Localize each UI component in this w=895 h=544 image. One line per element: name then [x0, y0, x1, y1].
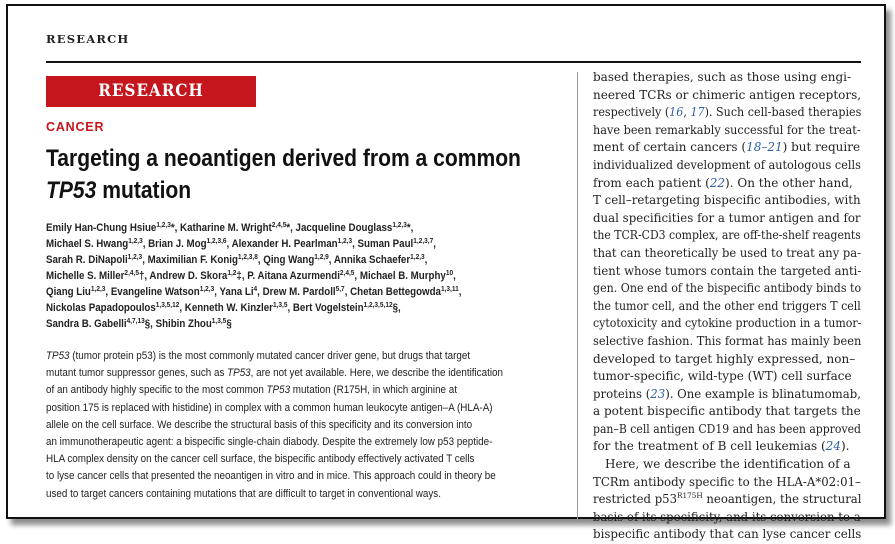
section-label: RESEARCH: [46, 32, 130, 46]
author-line: Emily Han-Chung Hsiue$^{1,2,3}$*, Katharine M. Wright$^{2,4,5}$*, Jacqueline Douglass$^{1,2,3}$*,: [46, 220, 414, 234]
affiliation-superscript: 1,3,5,12: [155, 300, 180, 309]
author-mark: §: [144, 318, 151, 330]
body-text: ). On the other hand,: [725, 175, 853, 190]
author-name: Michael B. Murphy: [359, 270, 446, 282]
author-name: Michelle S. Miller: [46, 270, 125, 282]
affiliation-superscript: 2,4,5: [339, 268, 355, 277]
author-line: Nickolas Papadopoulos$^{1,3,5,12}$, Kenneth W. Kinzler$^{1,3,5}$, Bert Vogelstein$^{1,2,3,5,12}$§,: [46, 300, 401, 314]
title-gene: TP53: [46, 177, 97, 204]
author-name: Jacqueline Douglass: [295, 222, 393, 234]
author-name: Andrew D. Skora: [149, 270, 228, 282]
affiliation-superscript: 1,2,3,7: [413, 236, 434, 245]
affiliation-superscript: 4: [253, 284, 258, 293]
body-line: a potent bispecific antibody that targets the: [593, 404, 861, 419]
affiliation-superscript: 10: [445, 268, 454, 277]
affiliation-superscript: 1,2,3: [410, 252, 425, 261]
author-name: Kenneth W. Kinzler: [184, 302, 273, 314]
abstract-line: [46, 382, 574, 399]
body-text: ). One example is blinatumomab,: [665, 386, 861, 401]
reference-link[interactable]: 16: [669, 105, 684, 120]
body-line: neered TCRs or chimeric antigen receptors,: [593, 87, 862, 102]
author-name: Qing Wang: [263, 254, 315, 266]
body-text: ).: [840, 439, 850, 454]
title-line-1: Targeting a neoantigen derived from a common: [46, 145, 521, 172]
author-name: Chetan Bettegowda: [350, 286, 441, 298]
author-mark: §: [392, 302, 399, 314]
body-line: [593, 386, 861, 404]
body-text: respectively (: [593, 105, 670, 120]
author-mark: *: [406, 222, 411, 234]
body-text: neoantigen, the structural: [702, 492, 862, 507]
body-text: ,: [683, 105, 691, 120]
abstract-line: position 175 is replaced with histidine) in complex with a common human leukocyte antigen–A (HLA-A): [46, 401, 493, 414]
affiliation-superscript: 1,3,11: [440, 284, 459, 293]
mutation-superscript: R175H: [676, 491, 703, 501]
body-line: selective fashion. This format has mainly been: [593, 333, 862, 348]
body-line: the TCR-CD3 complex, are off-the-shelf reagents: [593, 228, 861, 243]
author-name: Nickolas Papadopoulos: [46, 302, 156, 314]
author-line: Michelle S. Miller$^{2,4,5}$†, Andrew D. Skora$^{1,2}$‡, P. Aitana Azurmendi$^{2,4,5}$, Michael B. Murphy$^{10}$,: [46, 268, 456, 282]
author-mark: §: [226, 318, 232, 330]
abstract-text: , are not yet available. Here, we describe the identification: [250, 367, 503, 380]
author-name: Suman Paul: [357, 238, 414, 250]
top-rule: [46, 61, 861, 63]
author-name: Evangeline Watson: [110, 286, 200, 298]
author-line: Qiang Liu$^{1,2,3}$, Evangeline Watson$^{1,2,3}$, Yana Li$^4$, Drew M. Pardoll$^{5,7}$, Chetan Bettegowda$^{1,3,11}$,: [46, 284, 462, 298]
author-line: Sandra B. Gabelli$^{4,7,13}$§, Shibin Zhou$^{1,3,5}$§: [46, 316, 232, 330]
author-name: Alexander H. Pearlman: [231, 238, 338, 250]
author-mark: *: [286, 222, 291, 234]
body-column: [593, 69, 861, 544]
author-name: P. Aitana Azurmendi: [247, 270, 340, 282]
body-line: T cell–retargeting bispecific antibodies, with: [593, 193, 861, 208]
category-label: CANCER: [46, 120, 105, 134]
author-list: [46, 220, 533, 332]
abstract-line: [46, 348, 574, 365]
author-line: Michael S. Hwang$^{1,2,3}$, Brian J. Mog$^{1,2,3,6}$, Alexander H. Pearlman$^{1,2,3}$, Suman Paul$^{1,2,3,7}$,: [46, 236, 436, 250]
affiliation-superscript: 1,2,3: [199, 284, 215, 293]
body-text: restricted p53: [593, 492, 677, 507]
body-line: developed to target highly expressed, non–: [593, 351, 856, 366]
affiliation-superscript: 2,4,5: [124, 268, 139, 277]
author-line: Sarah R. DiNapoli$^{1,2,3}$, Maximilian F. Konig$^{1,2,3,8}$, Qing Wang$^{1,2,9}$, Annika Schaefer$^{1,2,3}$,: [46, 252, 428, 266]
abstract-text: (tumor protein p53) is the most commonly mutated cancer driver gene, but drugs that target: [69, 350, 471, 362]
author-mark: *: [170, 222, 175, 234]
abstract-line: HLA complex density on the cancer cell surface, the bispecific antibody effectively activated T cells: [46, 453, 475, 466]
body-line: the tumor cell, and the other end triggers T cell: [593, 298, 861, 313]
affiliation-superscript: 1,2: [227, 268, 237, 277]
body-line: [593, 139, 861, 157]
abstract-text: mutation (R175H, in which arginine at: [290, 384, 457, 397]
author-name: Sandra B. Gabelli: [46, 318, 127, 330]
affiliation-superscript: 1,2,3: [127, 252, 143, 261]
body-text: ). Such cell-based therapies: [704, 105, 862, 120]
body-line: Here, we describe the identification of a: [605, 457, 851, 472]
body-text: for the treatment of B cell leukemias (: [593, 439, 826, 454]
affiliation-superscript: 1,2,3: [392, 220, 407, 229]
body-line: [593, 175, 861, 193]
body-line: pan–B cell antigen CD19 and has been approved: [593, 421, 861, 436]
body-line: tient whose tumors contain the targeted anti-: [593, 263, 862, 278]
author-name: Annika Schaefer: [333, 254, 411, 266]
abstract-line: allele on the cell surface. We describe the structural basis of this specificity and its conversion into: [46, 418, 473, 431]
affiliation-superscript: 4,7,13: [126, 316, 145, 325]
body-line: tumor-specific, wild-type (WT) cell surface: [593, 369, 852, 384]
body-line: basis of its specificity, and its conversion to a: [593, 509, 861, 524]
body-line: cytotoxicity and cytokine production in a tumor-: [593, 316, 862, 331]
affiliation-superscript: 5,7: [335, 284, 345, 293]
author-name: Sarah R. DiNapoli: [46, 254, 128, 266]
author-name: Katharine M. Wright: [180, 222, 272, 234]
reference-link[interactable]: 23: [650, 386, 666, 401]
body-line: have been remarkably successful for the treat-: [593, 122, 861, 137]
body-text: from each patient (: [593, 175, 710, 190]
title-line-2: [46, 175, 498, 207]
author-name: Shibin Zhou: [155, 318, 212, 330]
body-line: dual specificities for a tumor antigen and for: [593, 210, 861, 225]
abstract-line: to lyse cancer cells that presented the neoantigen in vitro and in mice. This approach could in theory be: [46, 470, 496, 483]
affiliation-superscript: 1,2,3,5,12: [363, 300, 393, 309]
author-name: Emily Han-Chung Hsiue: [46, 222, 157, 234]
affiliation-superscript: 1,3,5: [211, 316, 227, 325]
author-mark: †: [138, 270, 145, 282]
affiliation-superscript: 1,2,3: [337, 236, 353, 245]
affiliation-superscript: 1,2,3,6: [206, 236, 227, 245]
author-name: Maximilian F. Konig: [147, 254, 238, 266]
body-line: [593, 104, 862, 122]
body-text: proteins (: [593, 386, 651, 401]
reference-link[interactable]: 22: [709, 175, 726, 190]
affiliation-superscript: 1,2,3: [90, 284, 106, 293]
abstract-line: [46, 365, 574, 382]
affiliation-superscript: 2,4,5: [271, 220, 287, 229]
affiliation-superscript: 1,2,9: [314, 252, 329, 261]
reference-link[interactable]: 18–21: [746, 140, 783, 155]
body-line: individualized development of autologous cells: [593, 157, 861, 172]
affiliation-superscript: 1,2,3: [156, 220, 171, 229]
abstract-text: of an antibody highly specific to the most common: [46, 384, 267, 397]
body-text: ment of certain cancers (: [593, 140, 747, 155]
reference-link[interactable]: 24: [825, 439, 841, 454]
gene-name: TP53: [46, 350, 70, 362]
body-line: [593, 491, 862, 509]
body-line: that can theoretically be used to treat any pa-: [593, 245, 862, 260]
banner-label: RESEARCH ARTICLE: [98, 81, 204, 132]
gene-name: TP53: [227, 367, 251, 380]
body-line: bispecific antibody that can lyse cancer cells: [593, 527, 862, 542]
title-line-2-rest: mutation: [96, 177, 192, 204]
abstract-text: mutant tumor suppressor genes, such as: [46, 367, 228, 380]
author-mark: ‡: [236, 270, 242, 282]
reference-link[interactable]: 17: [690, 105, 705, 120]
affiliation-superscript: 1,2,3,8: [237, 252, 258, 261]
body-line: based therapies, such as those using engi-: [593, 70, 852, 84]
author-name: Brian J. Mog: [148, 238, 207, 250]
author-name: Drew M. Pardoll: [262, 286, 336, 298]
author-name: Qiang Liu: [46, 286, 91, 298]
affiliation-superscript: 1,2,3: [128, 236, 143, 245]
body-line: TCRm antibody specific to the HLA-A*02:01–: [593, 474, 861, 489]
body-line: gen. One end of the bispecific antibody binds to: [593, 281, 862, 296]
author-name: Michael S. Hwang: [46, 238, 129, 250]
body-line: [593, 438, 861, 456]
abstract-line: an immunotherapeutic agent: a bispecific single-chain diabody. Despite the extremely low p53 peptide-: [46, 436, 493, 449]
affiliation-superscript: 1,3,5: [272, 300, 288, 309]
column-divider: [577, 72, 578, 522]
gene-name: TP53: [266, 384, 291, 397]
article-title: [46, 143, 521, 207]
article-page: [6, 4, 886, 542]
abstract-line: used to target cancers containing mutations that are difficult to target in conventional ways.: [46, 487, 441, 500]
author-name: Bert Vogelstein: [292, 302, 364, 314]
author-name: Yana Li: [219, 286, 254, 298]
abstract: [46, 348, 574, 503]
body-text: ) but require: [782, 140, 861, 155]
